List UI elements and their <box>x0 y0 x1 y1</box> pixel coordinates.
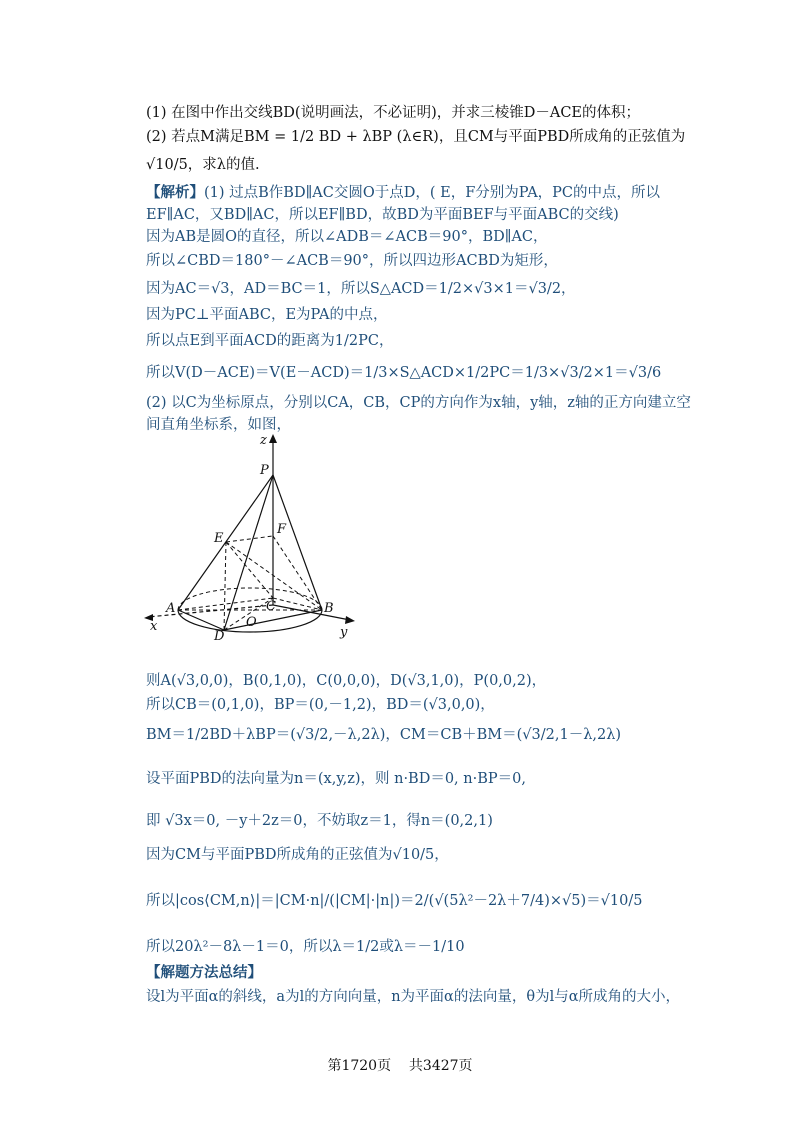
label-B: B <box>324 601 334 616</box>
coords-line-5: 即 √3x＝0, －y＋2z＝0，不妨取z＝1，得n＝(0,2,1) <box>146 813 493 829</box>
coords-line-3: BM＝1/2BD＋λBP＝(√3/2,－λ,2λ)，CM＝CB＋BM＝(√3/2,1－λ,2λ) <box>146 727 622 743</box>
edge-AC <box>178 598 273 610</box>
solution-tag: 【解析】 <box>146 184 204 201</box>
label-E: E <box>214 531 224 546</box>
coords-line-7: 所以|cos⟨CM,n⟩|＝|CM·n|/(|CM|·|n|)＝2/(√(5λ²－2λ＋7/4)×√5)＝√10/5 <box>146 893 643 909</box>
label-P: P <box>260 463 269 478</box>
solution-text-1: (1) 过点B作BD∥AC交圆O于点D，( E，F分别为PA，PC的中点，所以 <box>204 185 661 201</box>
coords-line-6: 因为CM与平面PBD所成角的正弦值为√10/5， <box>146 847 449 863</box>
label-z: z <box>260 433 267 448</box>
question-part-1: (1) 在图中作出交线BD(说明画法，不必证明)，并求三棱锥D－ACE的体积； <box>146 105 641 121</box>
summary-line: 设l为平面α的斜线，a为l的方向向量，n为平面α的法向量，θ为l与α所成角的大小， <box>146 989 680 1005</box>
solution-line-10: 间直角坐标系，如图， <box>146 417 291 433</box>
summary-tag: 【解题方法总结】 <box>146 964 262 981</box>
label-D: D <box>214 629 225 640</box>
page-footer <box>0 1055 800 1075</box>
solution-line-7: 所以点E到平面ACD的距离为1/2PC， <box>146 333 394 349</box>
question-part-2-tail: √10/5，求λ的值. <box>146 157 260 173</box>
solution-line-6: 因为PC⊥平面ABC，E为PA的中点， <box>146 307 388 323</box>
label-C: C <box>266 599 276 614</box>
z-axis-arrow <box>269 434 277 443</box>
y-axis-arrow <box>345 616 355 624</box>
question-part-2: (2) 若点M满足BM = 1/2 BD + λBP (λ∈R)，且CM与平面PBD所成角的正弦值为 <box>146 129 686 145</box>
solution-line-1 <box>146 184 660 202</box>
solution-line-2: EF∥AC，又BD∥AC，所以EF∥BD，故BD为平面BEF与平面ABC的交线) <box>146 207 619 223</box>
segment-ED <box>224 542 226 630</box>
page-total: 共3427页 <box>408 1058 473 1074</box>
page-number: 第1720页 <box>327 1058 392 1074</box>
label-A: A <box>166 601 176 616</box>
solution-line-5: 因为AC＝√3，AD＝BC＝1，所以S△ACD＝1/2×√3×1＝√3/2， <box>146 281 576 297</box>
label-y: y <box>340 625 348 640</box>
segment-EF <box>226 536 273 542</box>
edge-PB <box>273 475 322 610</box>
coords-line-4: 设平面PBD的法向量为n＝(x,y,z)，则 n·BD＝0, n·BP＝0, <box>146 771 526 787</box>
coords-line-2: 所以CB＝(0,1,0)，BP＝(0,－1,2)，BD＝(√3,0,0)， <box>146 697 495 713</box>
segment-FB <box>273 536 322 610</box>
coords-line-8: 所以20λ²－8λ－1＝0，所以λ＝1/2或λ＝－1/10 <box>146 939 465 955</box>
geometry-figure <box>140 430 370 640</box>
summary-heading <box>146 964 262 982</box>
solution-line-4: 所以∠CBD＝180°－∠ACB＝90°，所以四边形ACBD为矩形， <box>146 253 558 269</box>
label-x: x <box>150 619 158 634</box>
coords-line-1: 则A(√3,0,0)，B(0,1,0)，C(0,0,0)，D(√3,1,0)，P(0,0,2)， <box>146 673 547 689</box>
label-F: F <box>277 522 287 537</box>
edge-CB <box>273 598 322 610</box>
solution-line-3: 因为AB是圆O的直径，所以∠ADB＝∠ACB＝90°，BD∥AC， <box>146 229 548 245</box>
solution-line-8: 所以V(D－ACE)＝V(E－ACD)＝1/3×S△ACD×1/2PC＝1/3×√3/2×1＝√3/6 <box>146 365 662 381</box>
label-O: O <box>246 615 257 630</box>
solution-line-9: (2) 以C为坐标原点，分别以CA，CB，CP的方向作为x轴，y轴，z轴的正方向建立空 <box>146 395 691 411</box>
